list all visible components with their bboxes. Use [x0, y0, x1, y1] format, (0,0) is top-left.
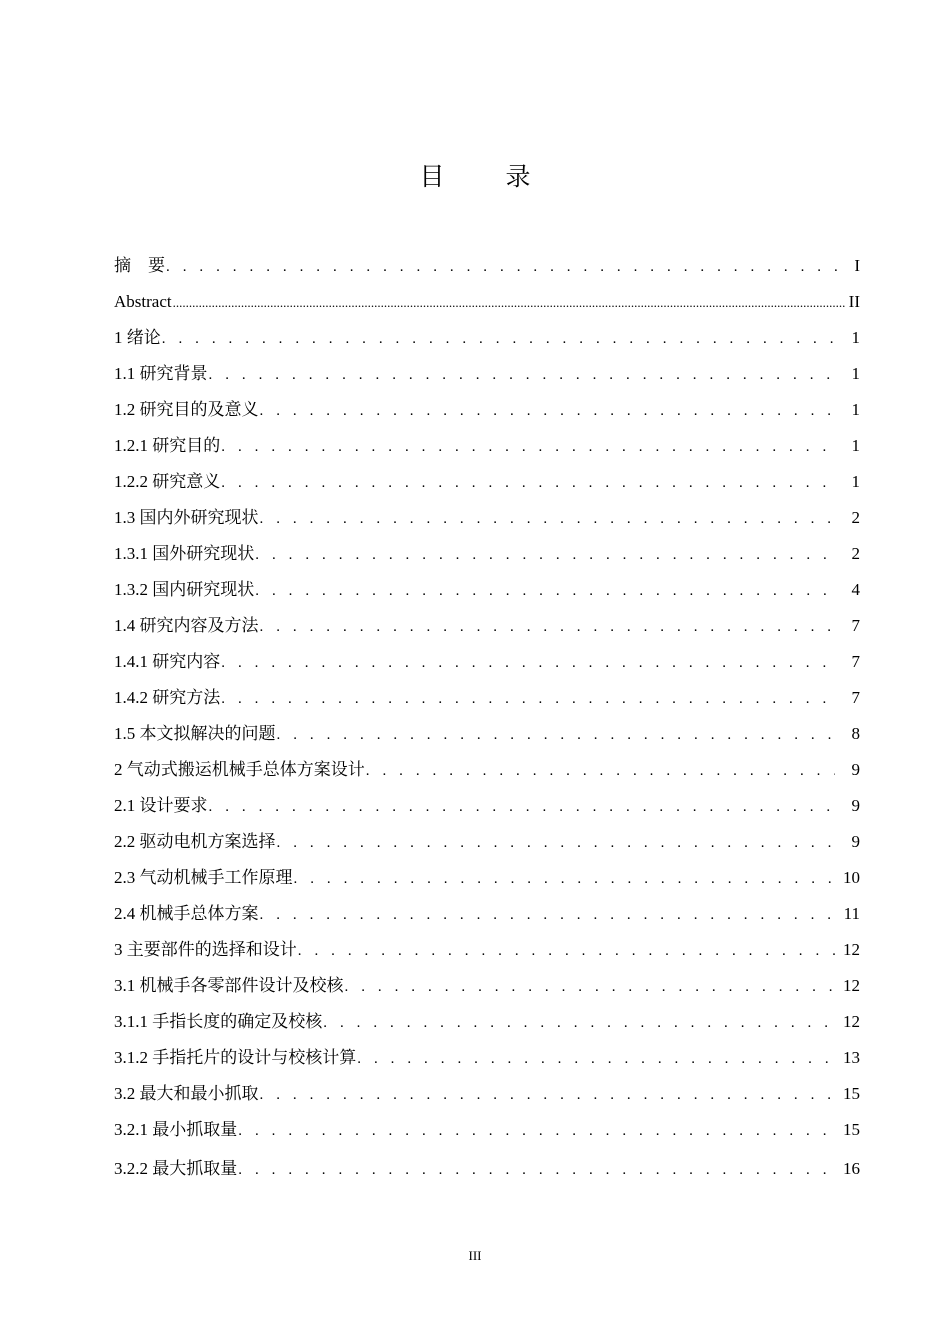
toc-entry-label: 1.1 研究背景	[114, 364, 208, 383]
dot-leader	[162, 321, 835, 357]
toc-entry-page: 9	[851, 760, 860, 779]
dot-leader	[209, 789, 836, 825]
toc-entry-label: 2.3 气动机械手工作原理	[114, 868, 293, 887]
toc-entry-page: 7	[851, 688, 860, 707]
toc-entry-label: 3.2.2 最大抓取量	[114, 1159, 238, 1178]
toc-entry-label: 1.4.2 研究方法	[114, 688, 221, 707]
toc-entry-label: 3.1.1 手指长度的确定及校核	[114, 1012, 323, 1031]
toc-entry-page: 12	[843, 940, 860, 959]
dot-leader	[298, 933, 835, 969]
toc-entry-label: 2.2 驱动电机方案选择	[114, 832, 276, 851]
toc-entry-page: 9	[851, 796, 860, 815]
dot-leader	[260, 897, 836, 933]
toc-entry-label: 1.3 国内外研究现状	[114, 508, 259, 527]
toc-entry-page: 13	[843, 1048, 860, 1067]
dot-leader	[260, 609, 836, 645]
toc-entry-page: 15	[843, 1120, 860, 1139]
dot-leader	[221, 429, 835, 465]
toc-entry[interactable]	[114, 860, 860, 896]
toc-entry[interactable]	[114, 320, 860, 356]
toc-entry-page: 2	[851, 508, 860, 527]
toc-entry[interactable]	[114, 608, 860, 644]
dot-leader	[294, 861, 836, 897]
toc-entry-page: 8	[851, 724, 860, 743]
dot-leader	[277, 717, 836, 753]
toc-entry-page: 7	[851, 616, 860, 635]
toc-entry-page: 1	[851, 364, 860, 383]
page-number: III	[468, 1248, 482, 1263]
toc-entry[interactable]	[114, 788, 860, 824]
dot-leader	[221, 465, 835, 501]
toc-entry-page: 4	[851, 580, 860, 599]
toc-entry[interactable]	[114, 1040, 860, 1076]
toc-entry-label: 1.3.1 国外研究现状	[114, 544, 255, 563]
dot-leader	[173, 285, 846, 321]
toc-entry-label: 1.4.1 研究内容	[114, 652, 221, 671]
toc-entry-page: 1	[851, 328, 860, 347]
toc-entry[interactable]	[114, 428, 860, 464]
toc-entry-label: 1.3.2 国内研究现状	[114, 580, 255, 599]
toc-entry-label: 1.5 本文拟解决的问题	[114, 724, 276, 743]
toc-entry[interactable]	[114, 644, 860, 680]
toc-entry[interactable]	[114, 356, 860, 392]
toc-entry-label: 1.2.1 研究目的	[114, 436, 221, 455]
toc-entry-page: 7	[851, 652, 860, 671]
toc-entry-label: 1.4 研究内容及方法	[114, 616, 259, 635]
dot-leader	[323, 1005, 835, 1041]
toc-entry-label: 2 气动式搬运机械手总体方案设计	[114, 760, 365, 779]
toc-entry-page: 12	[843, 976, 860, 995]
toc-entry-label: 2.4 机械手总体方案	[114, 904, 259, 923]
dot-leader	[277, 825, 836, 861]
toc-entry-label: 3 主要部件的选择和设计	[114, 940, 297, 959]
toc-entry[interactable]	[114, 284, 860, 320]
dot-leader	[357, 1041, 835, 1077]
dot-leader	[166, 249, 849, 285]
toc-entry-page: 1	[851, 436, 860, 455]
table-of-contents	[114, 248, 860, 1187]
dot-leader	[255, 573, 835, 609]
toc-entry-label: 3.2 最大和最小抓取	[114, 1084, 259, 1103]
page-title: 目 录	[419, 162, 549, 191]
dot-leader	[260, 393, 836, 429]
toc-entry-page: 11	[843, 904, 860, 923]
dot-leader	[238, 1152, 835, 1188]
dot-leader	[221, 681, 835, 717]
toc-entry-label: 2.1 设计要求	[114, 796, 208, 815]
toc-entry[interactable]	[114, 1076, 860, 1112]
toc-entry-page: 2	[851, 544, 860, 563]
dot-leader	[238, 1113, 835, 1149]
toc-entry-label: 摘 要	[114, 256, 165, 275]
toc-entry-label: 1 绪论	[114, 328, 161, 347]
dot-leader	[209, 357, 836, 393]
toc-entry[interactable]	[114, 752, 860, 788]
toc-entry[interactable]	[114, 824, 860, 860]
toc-entry-page: 1	[851, 400, 860, 419]
toc-entry[interactable]	[114, 1112, 860, 1148]
toc-entry-label: 1.2.2 研究意义	[114, 472, 221, 491]
toc-entry-page: 15	[843, 1084, 860, 1103]
toc-entry-page: 9	[851, 832, 860, 851]
toc-entry[interactable]	[114, 1004, 860, 1040]
toc-entry[interactable]	[114, 536, 860, 572]
toc-entry[interactable]	[114, 248, 860, 284]
dot-leader	[255, 537, 835, 573]
dot-leader	[260, 1077, 836, 1113]
toc-entry[interactable]	[114, 968, 860, 1004]
toc-entry[interactable]	[114, 680, 860, 716]
toc-entry-page: II	[848, 292, 860, 311]
toc-entry-page: 16	[843, 1159, 860, 1178]
toc-entry[interactable]	[114, 932, 860, 968]
toc-entry-label: Abstract	[114, 292, 172, 311]
dot-leader	[260, 501, 836, 537]
toc-entry[interactable]	[114, 392, 860, 428]
dot-leader	[366, 753, 835, 789]
toc-entry[interactable]	[114, 716, 860, 752]
toc-entry-page: 10	[843, 868, 860, 887]
toc-entry-label: 3.1 机械手各零部件设计及校核	[114, 976, 344, 995]
toc-entry-label: 3.1.2 手指托片的设计与校核计算	[114, 1048, 357, 1067]
toc-entry[interactable]	[114, 464, 860, 500]
toc-entry[interactable]	[114, 500, 860, 536]
dot-leader	[221, 645, 835, 681]
toc-entry-page: 1	[851, 472, 860, 491]
dot-leader	[345, 969, 836, 1005]
toc-entry[interactable]	[114, 896, 860, 932]
toc-entry[interactable]	[114, 572, 860, 608]
toc-entry-label: 3.2.1 最小抓取量	[114, 1120, 238, 1139]
toc-entry-page: 12	[843, 1012, 860, 1031]
toc-entry-page: I	[854, 256, 860, 275]
toc-entry[interactable]	[114, 1151, 860, 1187]
toc-entry-label: 1.2 研究目的及意义	[114, 400, 259, 419]
